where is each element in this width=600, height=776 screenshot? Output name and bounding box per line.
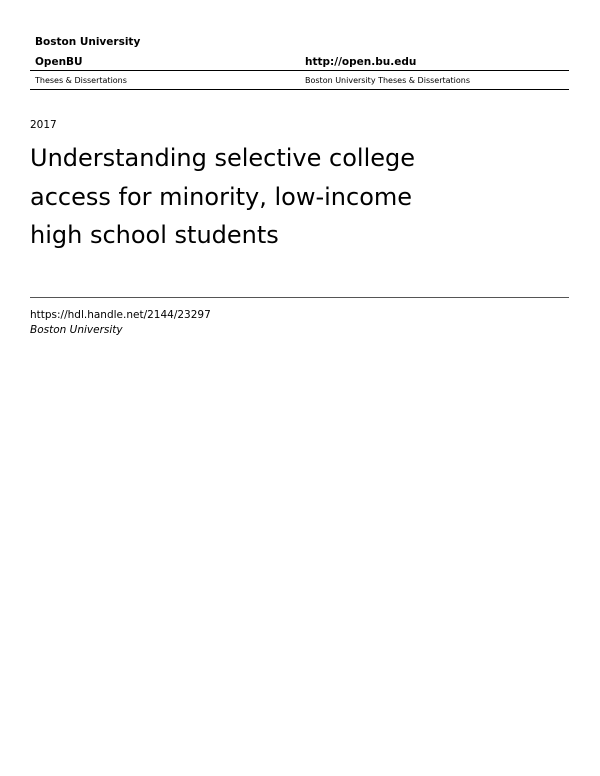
header-divider	[30, 70, 569, 71]
collection-full-name[interactable]: Boston University Theses & Dissertations	[305, 76, 471, 85]
publication-year: 2017	[30, 119, 57, 131]
repository-url[interactable]: http://open.bu.edu	[305, 56, 417, 68]
handle-link[interactable]: https://hdl.handle.net/2144/23297	[30, 309, 211, 321]
title-line: access for minority, low-income	[30, 182, 413, 211]
repository-name: OpenBU	[35, 56, 83, 68]
institution-name: Boston University	[35, 36, 141, 48]
title-line: Understanding selective college	[30, 144, 416, 172]
header-divider-bottom	[30, 89, 569, 90]
title-divider	[30, 297, 569, 298]
repository-row	[30, 56, 569, 70]
publisher-name: Boston University	[30, 324, 123, 336]
collection-name[interactable]: Theses & Dissertations	[35, 76, 127, 85]
document-title	[30, 139, 550, 255]
title-line: high school students	[30, 221, 279, 249]
collection-row	[30, 76, 569, 88]
